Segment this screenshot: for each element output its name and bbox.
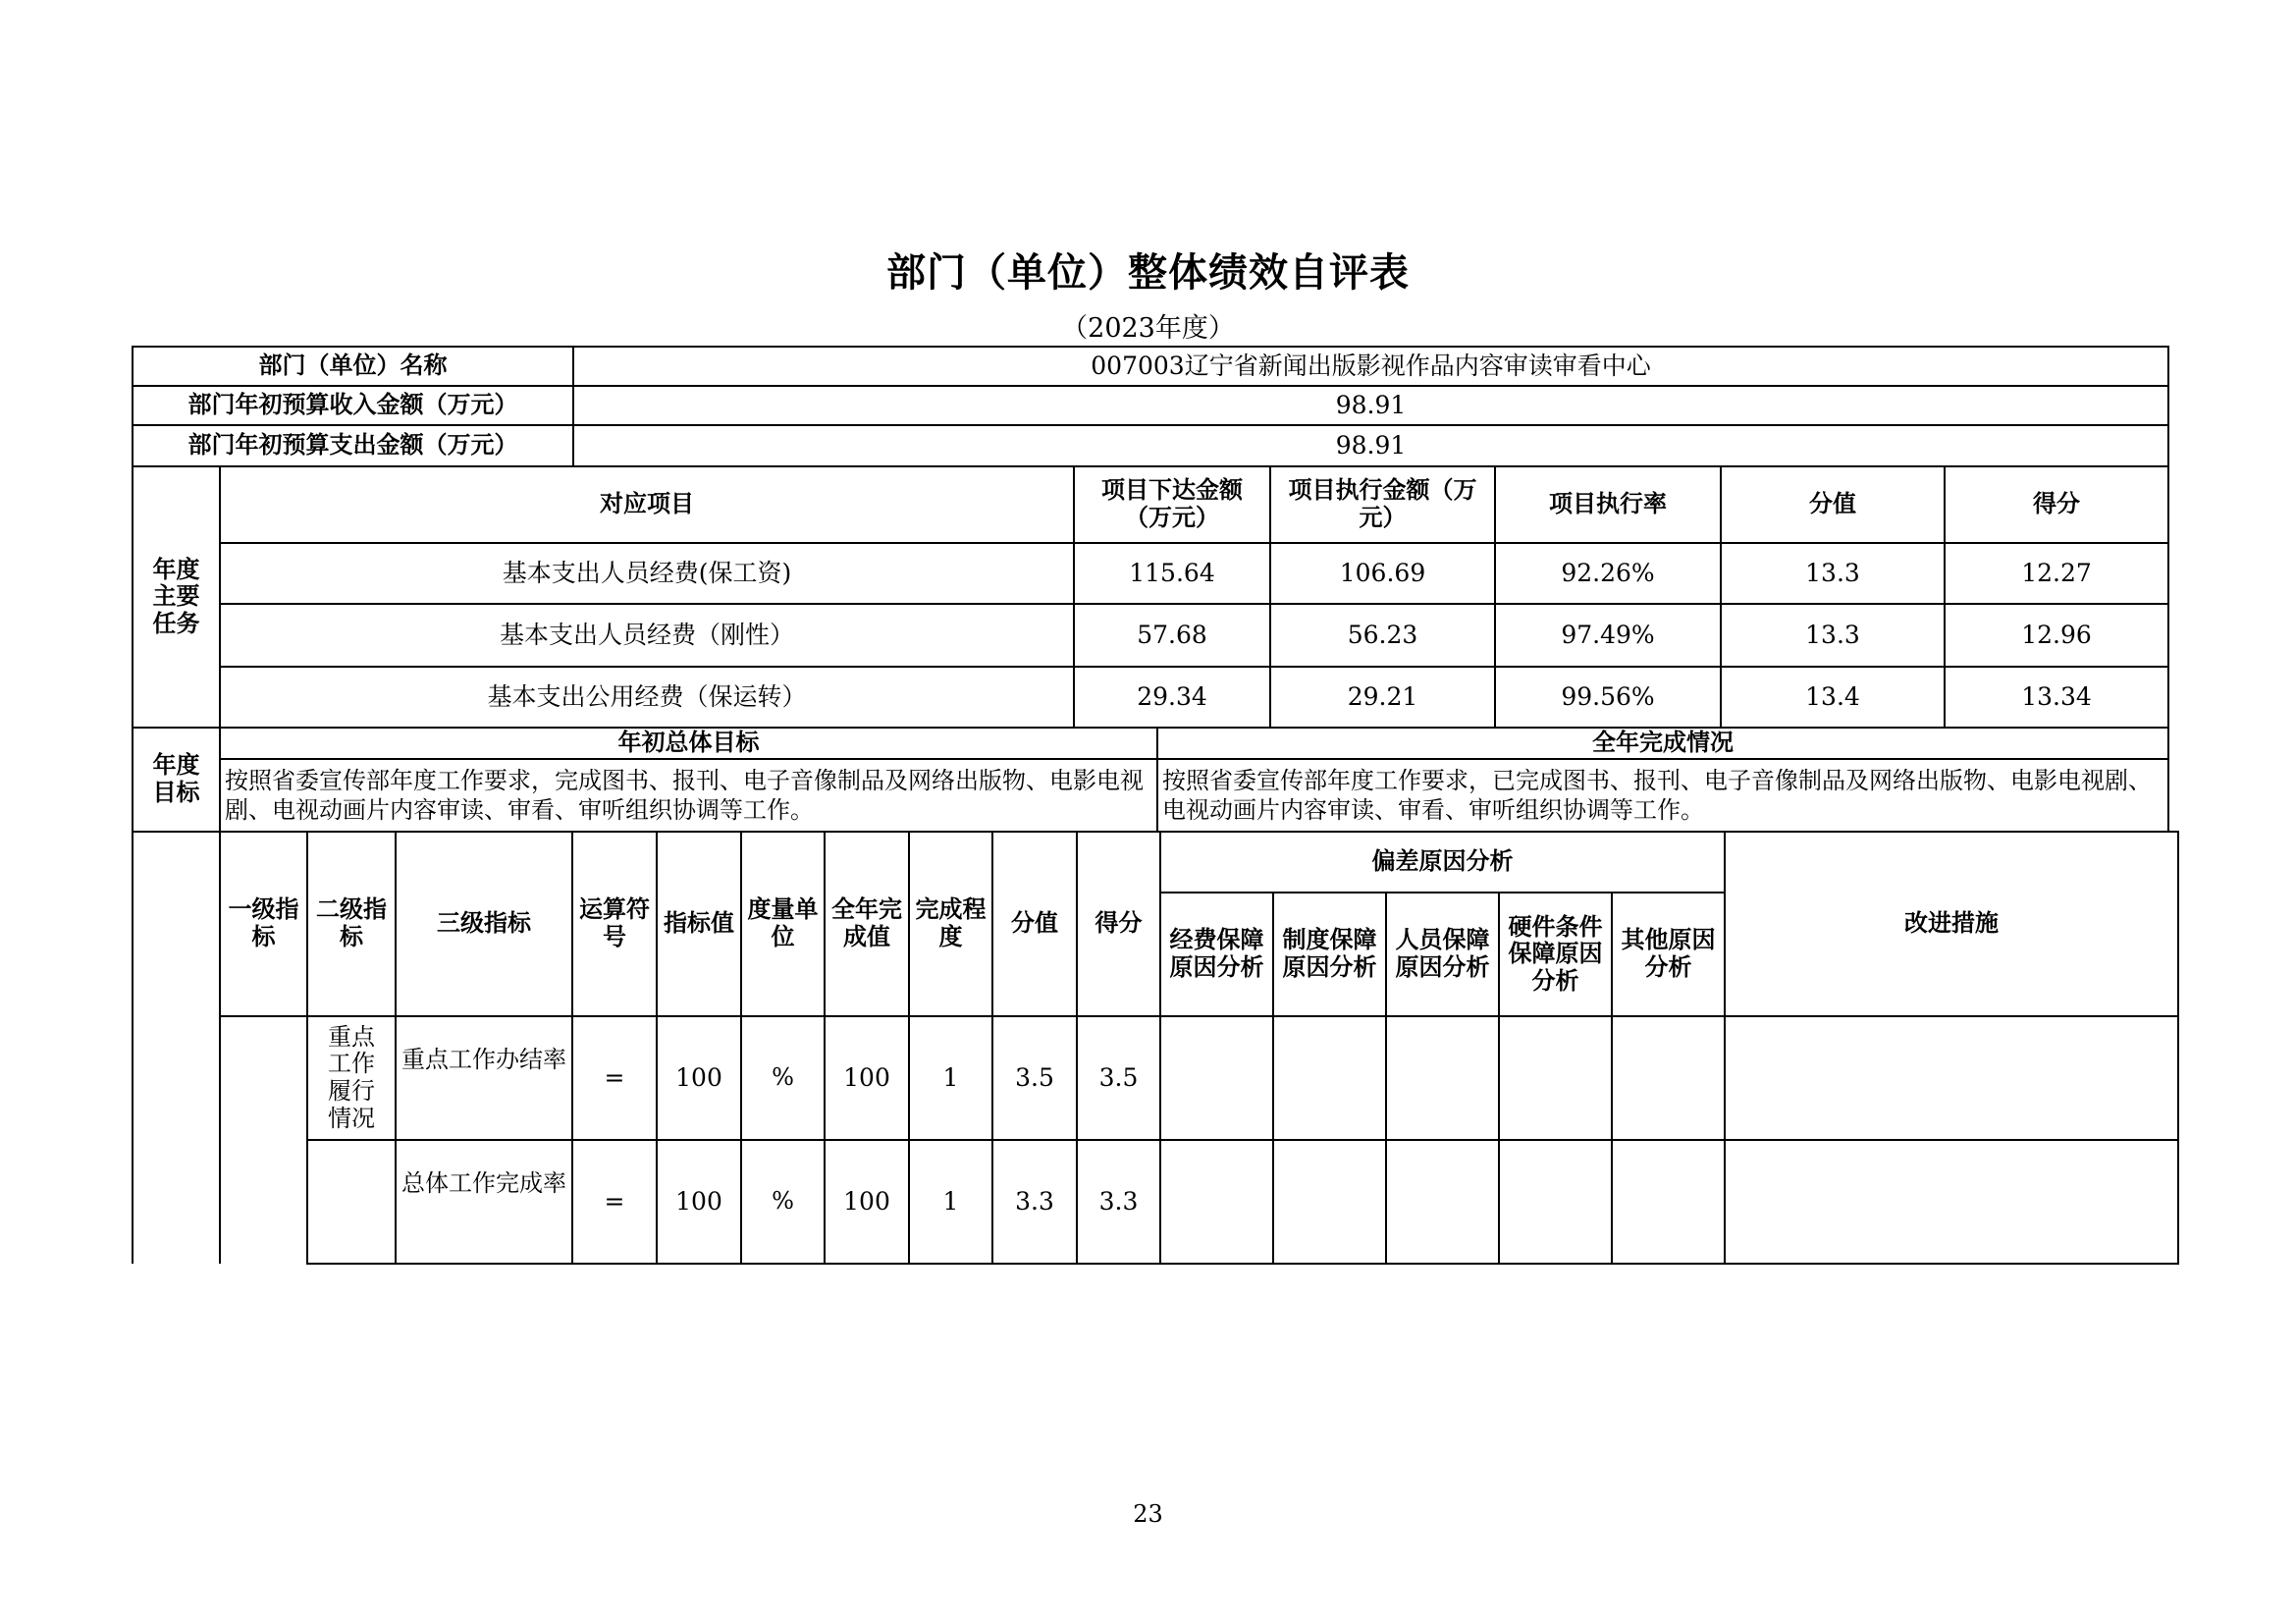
- target-header: 指标值: [657, 832, 741, 1016]
- ind-dev-staff: [1386, 1140, 1499, 1264]
- ind-score-value: 3.5: [992, 1016, 1077, 1140]
- initial-goal-header: 年初总体目标: [220, 728, 1157, 759]
- initial-goal-text: 按照省委宣传部年度工作要求，完成图书、报刊、电子音像制品及网络出版物、电影电视剧、电视动画片内容审读、审看、审听组织协调等工作。: [220, 759, 1157, 832]
- indicators-section-label: [133, 832, 220, 1264]
- task-row: [133, 604, 2168, 667]
- annual-tasks-label: [133, 466, 220, 728]
- ind-dev-hardware: [1499, 1016, 1612, 1140]
- ind-score-header: 得分: [1077, 832, 1160, 1016]
- task-project: 基本支出人员经费(保工资): [220, 543, 1074, 604]
- level1-header: 一级指标: [220, 832, 307, 1016]
- task-rate: 99.56%: [1495, 667, 1721, 728]
- expense-label: 部门年初预算支出金额（万元）: [133, 425, 573, 466]
- ind-dev-funding: [1160, 1140, 1273, 1264]
- ind-operator: =: [572, 1016, 657, 1140]
- ind-level3: 重点工作办结率: [396, 1016, 572, 1140]
- ind-score: 3.3: [1077, 1140, 1160, 1264]
- task-executed: 29.21: [1270, 667, 1495, 728]
- expense-value: 98.91: [573, 425, 2168, 466]
- annual-goal-label: [133, 728, 220, 832]
- operator-header: 运算符号: [572, 832, 657, 1016]
- ind-improvement: [1725, 1140, 2178, 1264]
- completion-text: 按照省委宣传部年度工作要求，已完成图书、报刊、电子音像制品及网络出版物、电影电视剧、电视动画片内容审读、审看、审听组织协调等工作。: [1157, 759, 2168, 832]
- score-header: 得分: [1945, 466, 2168, 543]
- ind-score-value: 3.3: [992, 1140, 1077, 1264]
- indicator-row: [133, 1016, 2178, 1140]
- ind-level2: [307, 1016, 396, 1140]
- ind-degree: 1: [909, 1016, 992, 1140]
- annual-goal-table: [132, 727, 2169, 833]
- unit-name-label: 部门（单位）名称: [133, 347, 573, 386]
- income-value: 98.91: [573, 386, 2168, 425]
- task-row: [133, 667, 2168, 728]
- ind-dev-system: [1273, 1140, 1386, 1264]
- dev-funding-header: 经费保障原因分析: [1160, 893, 1273, 1016]
- task-row: [133, 543, 2168, 604]
- task-score-value: 13.4: [1721, 667, 1945, 728]
- task-score: 13.34: [1945, 667, 2168, 728]
- annual-goal-label-text: 年度目标: [152, 751, 200, 806]
- unit-name-value: 007003辽宁省新闻出版影视作品内容审读审看中心: [573, 347, 2168, 386]
- level3-header: 三级指标: [396, 832, 572, 1016]
- task-score: 12.96: [1945, 604, 2168, 667]
- score-value-header: 分值: [1721, 466, 1945, 543]
- ind-target: 100: [657, 1016, 741, 1140]
- ind-dev-staff: [1386, 1016, 1499, 1140]
- ind-actual: 100: [825, 1140, 909, 1264]
- dev-system-header: 制度保障原因分析: [1273, 893, 1386, 1016]
- indicators-table: [132, 831, 2179, 1265]
- completion-header: 全年完成情况: [1157, 728, 2168, 759]
- ind-dev-system: [1273, 1016, 1386, 1140]
- task-score-value: 13.3: [1721, 604, 1945, 667]
- rate-header: 项目执行率: [1495, 466, 1721, 543]
- ind-target: 100: [657, 1140, 741, 1264]
- ind-level2-text: 重点工作履行情况: [328, 1022, 375, 1132]
- dev-hardware-header: 硬件条件保障原因分析: [1499, 893, 1612, 1016]
- ind-dev-other: [1612, 1140, 1725, 1264]
- indicator-row: [133, 1140, 2178, 1264]
- executed-header: 项目执行金额（万元）: [1270, 466, 1495, 543]
- dev-staff-header: 人员保障原因分析: [1386, 893, 1499, 1016]
- ind-degree: 1: [909, 1140, 992, 1264]
- year-label: （2023年度）: [1061, 313, 1235, 344]
- basic-info-table: [132, 346, 2169, 467]
- task-allocated: 115.64: [1074, 543, 1270, 604]
- ind-dev-hardware: [1499, 1140, 1612, 1264]
- ind-operator: =: [572, 1140, 657, 1264]
- ind-score: 3.5: [1077, 1016, 1160, 1140]
- task-score-value: 13.3: [1721, 543, 1945, 604]
- task-rate: 97.49%: [1495, 604, 1721, 667]
- degree-header: 完成程度: [909, 832, 992, 1016]
- dev-other-header: 其他原因分析: [1612, 893, 1725, 1016]
- ind-level2: [307, 1140, 396, 1264]
- document-title: 部门（单位）整体绩效自评表: [886, 250, 1410, 296]
- income-label: 部门年初预算收入金额（万元）: [133, 386, 573, 425]
- ind-unit: %: [741, 1140, 825, 1264]
- annual-tasks-table: [132, 465, 2169, 729]
- ind-dev-funding: [1160, 1016, 1273, 1140]
- task-executed: 106.69: [1270, 543, 1495, 604]
- task-allocated: 29.34: [1074, 667, 1270, 728]
- unit-header: 度量单位: [741, 832, 825, 1016]
- ind-score-value-header: 分值: [992, 832, 1077, 1016]
- task-score: 12.27: [1945, 543, 2168, 604]
- improvement-header: 改进措施: [1725, 832, 2178, 1016]
- ind-dev-other: [1612, 1016, 1725, 1140]
- ind-improvement: [1725, 1016, 2178, 1140]
- allocated-header: 项目下达金额（万元）: [1074, 466, 1270, 543]
- level2-header: 二级指标: [307, 832, 396, 1016]
- project-header: 对应项目: [220, 466, 1074, 543]
- deviation-header: 偏差原因分析: [1160, 832, 1725, 893]
- task-rate: 92.26%: [1495, 543, 1721, 604]
- task-project: 基本支出公用经费（保运转）: [220, 667, 1074, 728]
- ind-actual: 100: [825, 1016, 909, 1140]
- task-executed: 56.23: [1270, 604, 1495, 667]
- actual-header: 全年完成值: [825, 832, 909, 1016]
- page-number: 23: [1133, 1500, 1163, 1528]
- ind-level1: [220, 1016, 307, 1264]
- task-project: 基本支出人员经费（刚性）: [220, 604, 1074, 667]
- task-allocated: 57.68: [1074, 604, 1270, 667]
- ind-unit: %: [741, 1016, 825, 1140]
- ind-level3: 总体工作完成率: [396, 1140, 572, 1264]
- annual-tasks-label-text: 年度主要任务: [152, 555, 200, 637]
